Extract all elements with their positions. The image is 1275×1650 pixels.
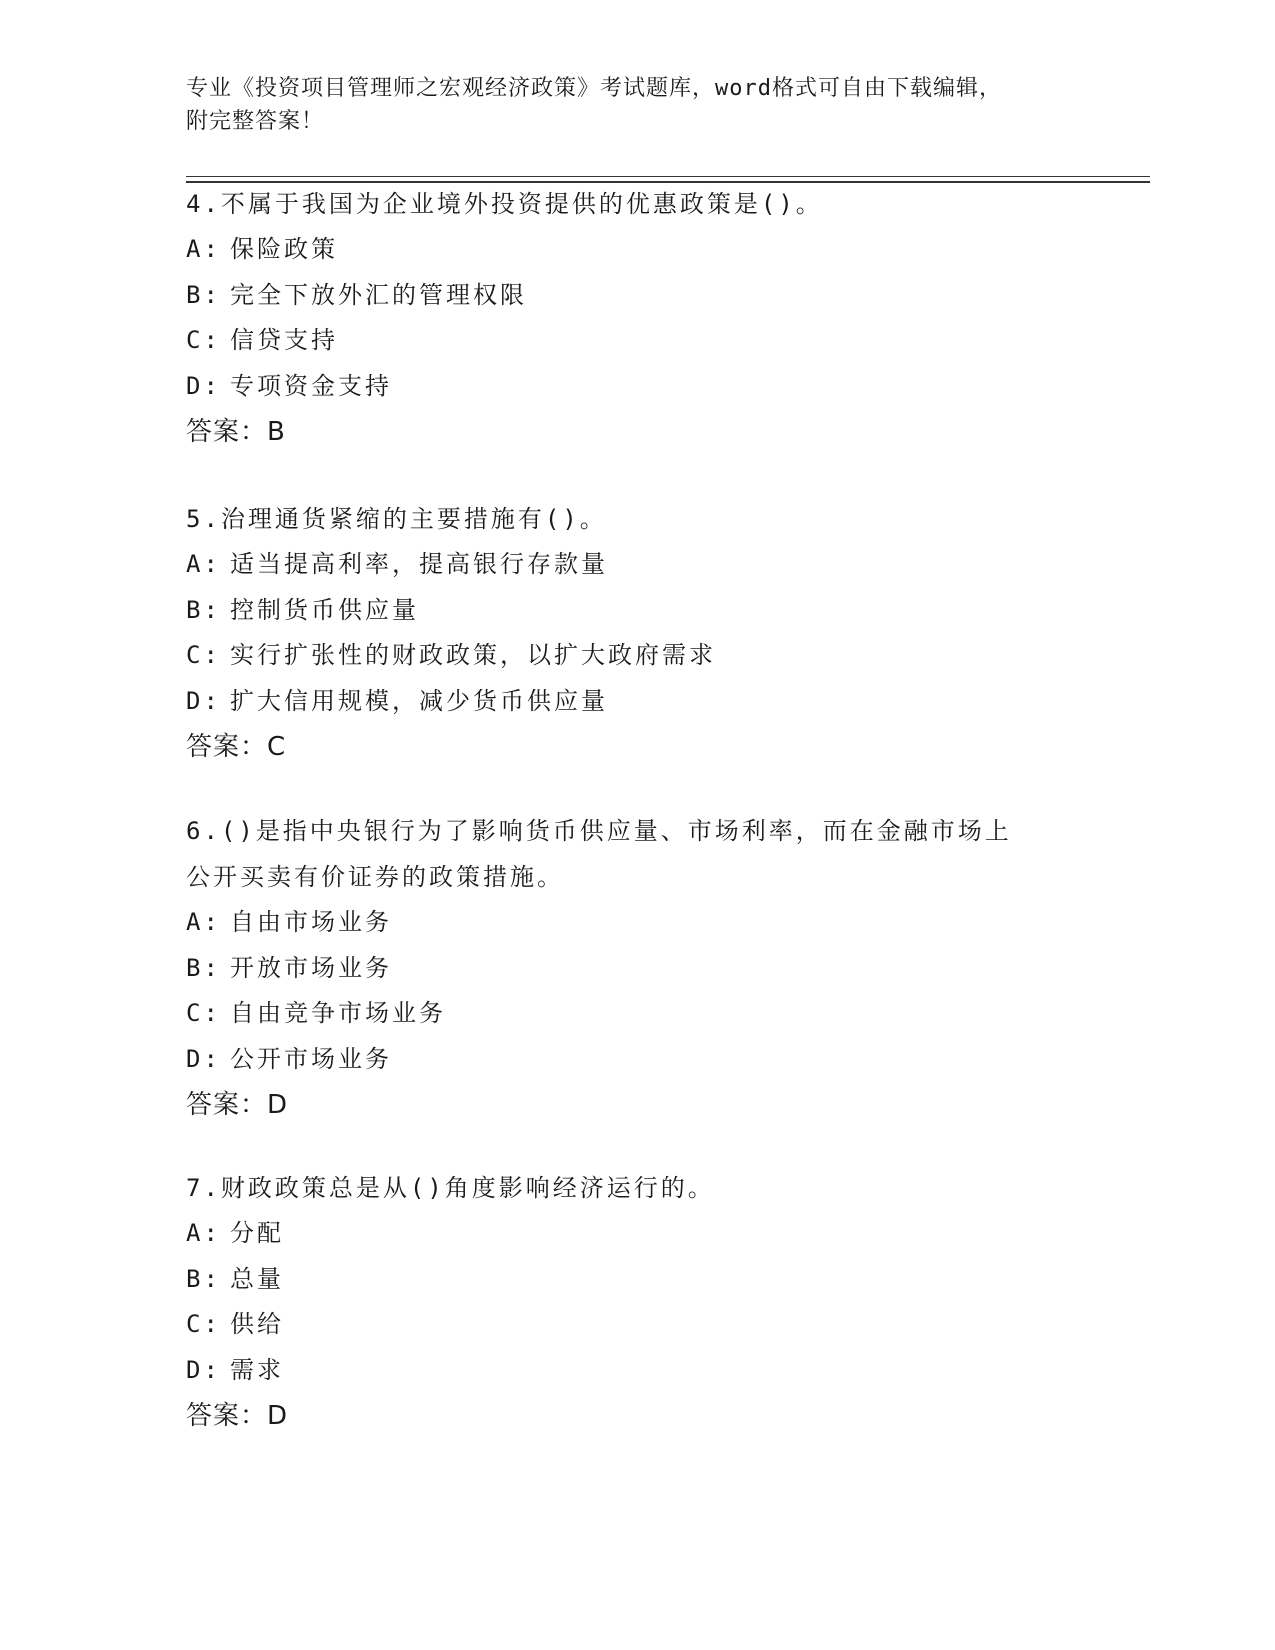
option-letter: A:: [186, 235, 221, 263]
option-letter: D:: [186, 686, 221, 715]
option-b: [186, 1257, 1086, 1303]
option-d: [186, 364, 1086, 410]
option-letter: A:: [186, 1219, 221, 1247]
option-d: [186, 1348, 1086, 1394]
option-text: 分配: [230, 1219, 284, 1247]
option-text: 公开市场业务: [230, 1044, 392, 1073]
document-header: [186, 72, 1066, 138]
question-stem: 6.()是指中央银行为了影响货币供应量、市场利率，而在金融市场上: [186, 817, 1012, 845]
question-stem-continued: 公开买卖有价证券的政策措施。: [186, 863, 564, 891]
option-c: [186, 991, 1086, 1037]
option-letter: B:: [186, 1264, 221, 1293]
option-c: [186, 633, 1086, 679]
option-d: [186, 1037, 1086, 1083]
answer-line: 答案：B: [186, 417, 286, 447]
question-block-4: [186, 181, 1086, 455]
question-block-6: [186, 808, 1086, 1128]
option-b: [186, 588, 1086, 634]
option-letter: A:: [186, 908, 221, 936]
option-text: 信贷支持: [230, 326, 338, 354]
option-text: 供给: [230, 1310, 284, 1338]
option-text: 适当提高利率，提高银行存款量: [230, 550, 608, 578]
option-text: 开放市场业务: [230, 953, 392, 982]
option-c: [186, 318, 1086, 364]
question-block-7: [186, 1165, 1086, 1439]
option-a: [186, 900, 1086, 946]
option-text: 完全下放外汇的管理权限: [230, 280, 527, 309]
option-d: [186, 679, 1086, 725]
header-line-2: 附完整答案！: [186, 109, 325, 134]
option-letter: B:: [186, 280, 221, 309]
option-letter: C:: [186, 999, 221, 1027]
option-text: 需求: [230, 1355, 284, 1384]
option-b: [186, 946, 1086, 992]
option-letter: C:: [186, 641, 221, 669]
option-text: 自由市场业务: [230, 908, 392, 936]
option-letter: D:: [186, 1355, 221, 1384]
option-b: [186, 273, 1086, 319]
header-line-1: 专业《投资项目管理师之宏观经济政策》考试题库，word格式可自由下载编辑，: [186, 76, 1002, 101]
option-text: 专项资金支持: [230, 371, 392, 400]
option-text: 扩大信用规模，减少货币供应量: [230, 686, 608, 715]
answer-line: 答案：D: [186, 1401, 289, 1431]
option-letter: B:: [186, 953, 221, 982]
option-letter: A:: [186, 550, 221, 578]
answer-line: 答案：C: [186, 732, 287, 762]
option-letter: D:: [186, 1044, 221, 1073]
option-letter: B:: [186, 595, 221, 624]
option-text: 总量: [230, 1264, 284, 1293]
option-letter: D:: [186, 371, 221, 400]
option-text: 实行扩张性的财政政策，以扩大政府需求: [230, 641, 716, 669]
option-c: [186, 1302, 1086, 1348]
option-text: 自由竞争市场业务: [230, 999, 446, 1027]
option-letter: C:: [186, 1310, 221, 1338]
header-divider-thin: [186, 176, 1150, 177]
question-block-5: [186, 496, 1086, 770]
option-a: [186, 1211, 1086, 1257]
option-text: 控制货币供应量: [230, 595, 419, 624]
option-a: [186, 542, 1086, 588]
question-stem: 4.不属于我国为企业境外投资提供的优惠政策是()。: [186, 190, 823, 218]
question-stem: 7.财政政策总是从()角度影响经济运行的。: [186, 1174, 715, 1202]
question-stem: 5.治理通货紧缩的主要措施有()。: [186, 505, 607, 533]
option-text: 保险政策: [230, 235, 338, 263]
answer-line: 答案：D: [186, 1090, 289, 1120]
option-letter: C:: [186, 326, 221, 354]
option-a: [186, 227, 1086, 273]
